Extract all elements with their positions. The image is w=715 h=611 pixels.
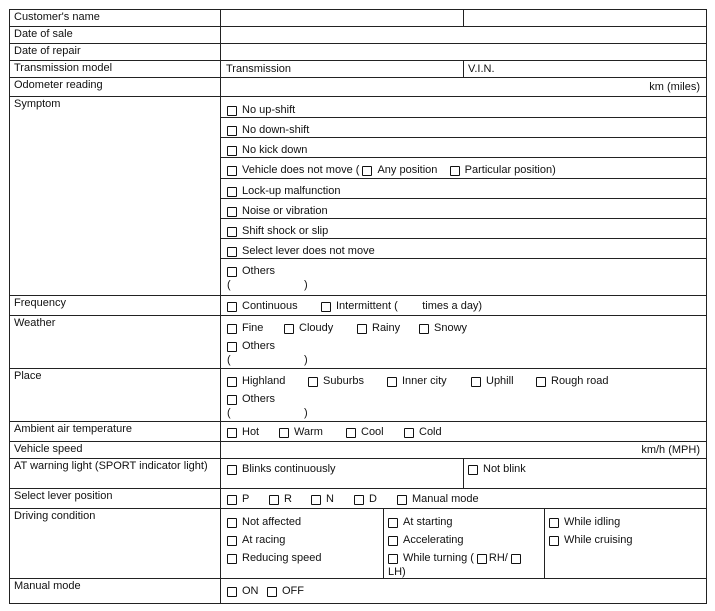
checkbox-icon[interactable]	[227, 166, 237, 176]
option-label: Not blink	[483, 463, 526, 475]
symptom-no-down-shift[interactable]	[227, 124, 309, 137]
divider	[221, 218, 706, 219]
symptom-select-lever[interactable]	[227, 245, 375, 258]
checkbox-icon[interactable]	[227, 302, 237, 312]
checkbox-icon[interactable]	[227, 395, 237, 405]
checkbox-icon[interactable]	[227, 495, 237, 505]
checkbox-icon[interactable]	[227, 587, 237, 597]
place-options	[221, 369, 706, 421]
odometer-label: Odometer reading	[10, 78, 221, 96]
vehicle-speed-label: Vehicle speed	[10, 442, 221, 458]
checkbox-icon[interactable]	[311, 495, 321, 505]
option-label: R	[284, 493, 292, 505]
checkbox-icon[interactable]	[419, 324, 429, 334]
at-warning-light-options	[221, 459, 706, 488]
option-label: Inner city	[402, 375, 447, 387]
driving-accelerating[interactable]	[388, 534, 464, 547]
option-label: Reducing speed	[242, 552, 322, 564]
divider	[544, 509, 545, 578]
speed-unit: km/h (MPH)	[641, 444, 700, 456]
row-select-lever	[10, 489, 706, 509]
checkbox-icon[interactable]	[227, 377, 237, 387]
weather-rainy[interactable]	[357, 322, 400, 335]
lever-p[interactable]	[227, 493, 249, 506]
option-label: RH/	[488, 552, 508, 564]
date-of-repair-label: Date of repair	[10, 44, 221, 60]
diagnostic-worksheet	[9, 9, 707, 604]
driving-not-affected[interactable]	[227, 516, 301, 529]
weather-fine[interactable]	[227, 322, 263, 335]
place-inner-city[interactable]	[387, 375, 447, 388]
divider	[221, 198, 706, 199]
manual-on[interactable]	[227, 585, 259, 598]
option-label: Fine	[242, 322, 264, 334]
place-others[interactable]	[227, 393, 275, 406]
checkbox-icon[interactable]	[321, 302, 331, 312]
checkbox-icon[interactable]	[227, 267, 237, 277]
ambient-temp-label: Ambient air temperature	[10, 422, 221, 441]
option-label: Not affected	[242, 516, 302, 528]
option-label: Particular position)	[464, 164, 556, 176]
option-label: P	[242, 493, 250, 505]
checkbox-icon[interactable]	[397, 495, 407, 505]
place-uphill[interactable]	[471, 375, 514, 388]
warning-blinks-continuously[interactable]	[227, 463, 336, 476]
temp-cold[interactable]	[404, 426, 442, 439]
option-label: Rainy	[372, 322, 401, 334]
row-driving-condition	[10, 509, 706, 579]
option-label: Uphill	[486, 375, 514, 387]
ambient-temp-options	[221, 422, 706, 441]
date-of-sale-label: Date of sale	[10, 27, 221, 43]
option-label: Lock-up malfunction	[242, 185, 341, 197]
option-label: ON	[242, 585, 259, 597]
checkbox-icon[interactable]	[227, 207, 237, 217]
driving-at-racing[interactable]	[227, 534, 285, 547]
option-label: At starting	[403, 516, 453, 528]
option-label: Others	[242, 340, 276, 352]
row-manual-mode	[10, 579, 706, 604]
symptom-shift-shock[interactable]	[227, 225, 328, 238]
place-highland[interactable]	[227, 375, 285, 388]
option-label: No down-shift	[242, 124, 310, 136]
divider	[383, 509, 384, 578]
driving-reducing-speed[interactable]	[227, 552, 322, 565]
option-label: Accelerating	[403, 534, 464, 546]
checkbox-icon[interactable]	[227, 187, 237, 197]
checkbox-icon[interactable]	[227, 518, 237, 528]
checkbox-icon[interactable]	[404, 428, 414, 438]
option-label: Cloudy	[299, 322, 334, 334]
checkbox-icon[interactable]	[227, 428, 237, 438]
row-date-of-repair	[10, 44, 706, 61]
divider	[463, 10, 464, 26]
option-label: Hot	[242, 426, 260, 438]
temp-cool[interactable]	[346, 426, 384, 439]
lever-d[interactable]	[354, 493, 377, 506]
frequency-intermittent[interactable]	[321, 300, 482, 313]
option-label: No up-shift	[242, 104, 296, 116]
option-label: Snowy	[434, 322, 468, 334]
checkbox-icon[interactable]	[284, 324, 294, 334]
odometer-field[interactable]	[221, 78, 706, 96]
transmission-label: Transmission	[226, 63, 291, 75]
place-label: Place	[10, 369, 221, 421]
checkbox-rh-icon[interactable]	[477, 554, 487, 564]
divider	[221, 178, 706, 179]
option-label: No kick down	[242, 144, 308, 156]
symptom-no-kick-down[interactable]	[227, 144, 307, 157]
option-label: Manual mode	[412, 493, 479, 505]
row-customer-name	[10, 10, 706, 27]
customer-name-field[interactable]	[221, 10, 706, 26]
temp-hot[interactable]	[227, 426, 259, 439]
checkbox-icon[interactable]	[227, 126, 237, 136]
select-lever-label: Select lever position	[10, 489, 221, 508]
lever-manual-mode[interactable]	[397, 493, 479, 506]
manual-mode-options	[221, 579, 706, 604]
option-label: Noise or vibration	[242, 205, 328, 217]
checkbox-icon[interactable]	[227, 324, 237, 334]
divider	[463, 61, 464, 77]
checkbox-icon[interactable]	[227, 536, 237, 546]
temp-warm[interactable]	[279, 426, 323, 439]
weather-others-blank[interactable]: ( )	[227, 354, 308, 366]
option-label: Cold	[419, 426, 442, 438]
checkbox-icon[interactable]	[227, 554, 237, 564]
checkbox-icon[interactable]	[269, 495, 279, 505]
lever-r[interactable]	[269, 493, 292, 506]
lever-n[interactable]	[311, 493, 334, 506]
date-of-repair-field[interactable]	[221, 44, 706, 60]
option-label: Highland	[242, 375, 286, 387]
frequency-label: Frequency	[10, 296, 221, 315]
manual-mode-label: Manual mode	[10, 579, 221, 604]
checkbox-icon[interactable]	[227, 146, 237, 156]
option-label: Any position	[377, 164, 438, 176]
driving-while-idling[interactable]	[549, 516, 620, 529]
symptom-others[interactable]	[227, 265, 275, 278]
option-label: While turning (	[403, 552, 474, 564]
checkbox-icon[interactable]	[227, 465, 237, 475]
symptom-label: Symptom	[10, 97, 221, 295]
divider	[221, 258, 706, 259]
row-date-of-sale	[10, 27, 706, 44]
frequency-continuous[interactable]	[227, 300, 298, 313]
row-weather	[10, 316, 706, 369]
option-label: Intermittent ( times a day)	[336, 300, 483, 312]
checkbox-icon[interactable]	[549, 536, 559, 546]
divider	[221, 117, 706, 118]
driving-at-starting[interactable]	[388, 516, 453, 529]
divider	[221, 238, 706, 239]
option-label: While idling	[564, 516, 621, 528]
symptom-noise-vibration[interactable]	[227, 205, 328, 218]
checkbox-lh-icon[interactable]	[511, 554, 521, 564]
weather-others[interactable]	[227, 340, 275, 353]
checkbox-icon[interactable]	[387, 377, 397, 387]
place-rough-road[interactable]	[536, 375, 609, 388]
while-turning-lh: LH)	[388, 566, 406, 578]
symptom-no-up-shift[interactable]	[227, 104, 295, 117]
checkbox-particular-position-icon[interactable]	[450, 166, 460, 176]
option-label: Cool	[361, 426, 384, 438]
symptom-lockup-malfunction[interactable]	[227, 185, 340, 198]
option-label: Others	[242, 265, 276, 277]
checkbox-icon[interactable]	[227, 227, 237, 237]
place-suburbs[interactable]	[308, 375, 364, 388]
option-label: OFF	[282, 585, 304, 597]
checkbox-icon[interactable]	[357, 324, 367, 334]
warning-not-blink[interactable]	[468, 463, 526, 476]
row-symptom	[10, 97, 706, 296]
option-label: N	[326, 493, 334, 505]
option-label: Warm	[294, 426, 323, 438]
driving-while-turning[interactable]	[388, 552, 523, 565]
select-lever-options	[221, 489, 706, 508]
row-place	[10, 369, 706, 422]
checkbox-icon[interactable]	[388, 536, 398, 546]
row-at-warning-light	[10, 459, 706, 489]
option-label: Continuous	[242, 300, 298, 312]
row-transmission-model	[10, 61, 706, 78]
symptom-options	[221, 97, 706, 295]
row-ambient-temp	[10, 422, 706, 442]
checkbox-icon[interactable]	[346, 428, 356, 438]
checkbox-icon[interactable]	[536, 377, 546, 387]
weather-options	[221, 316, 706, 368]
option-label: Vehicle does not move (	[242, 164, 360, 176]
checkbox-icon[interactable]	[227, 106, 237, 116]
option-label: Others	[242, 393, 276, 405]
place-others-blank[interactable]: ( )	[227, 407, 308, 419]
row-frequency	[10, 296, 706, 316]
vin-label: V.I.N.	[468, 63, 495, 75]
weather-snowy[interactable]	[419, 322, 467, 335]
driving-condition-options	[221, 509, 706, 578]
checkbox-icon[interactable]	[549, 518, 559, 528]
others-blank[interactable]: ( )	[227, 279, 308, 291]
checkbox-icon[interactable]	[227, 247, 237, 257]
checkbox-icon[interactable]	[267, 587, 277, 597]
divider	[221, 157, 706, 158]
option-label: At racing	[242, 534, 286, 546]
row-odometer	[10, 78, 706, 97]
transmission-model-field[interactable]	[221, 61, 706, 77]
customer-name-label: Customer's name	[10, 10, 221, 26]
option-label: Suburbs	[323, 375, 364, 387]
driving-while-cruising[interactable]	[549, 534, 632, 547]
row-vehicle-speed	[10, 442, 706, 459]
divider	[463, 459, 464, 488]
divider	[221, 137, 706, 138]
vehicle-speed-field[interactable]	[221, 442, 706, 458]
checkbox-icon[interactable]	[388, 518, 398, 528]
checkbox-icon[interactable]	[227, 342, 237, 352]
checkbox-icon[interactable]	[354, 495, 364, 505]
transmission-model-label: Transmission model	[10, 61, 221, 77]
driving-condition-label: Driving condition	[10, 509, 221, 578]
symptom-vehicle-does-not-move[interactable]	[227, 164, 556, 177]
checkbox-any-position-icon[interactable]	[362, 166, 372, 176]
weather-cloudy[interactable]	[284, 322, 333, 335]
option-label: Rough road	[551, 375, 609, 387]
option-label: D	[369, 493, 377, 505]
date-of-sale-field[interactable]	[221, 27, 706, 43]
weather-label: Weather	[10, 316, 221, 368]
option-label: Blinks continuously	[242, 463, 336, 475]
checkbox-icon[interactable]	[468, 465, 478, 475]
option-label: While cruising	[564, 534, 633, 546]
frequency-options	[221, 296, 706, 315]
checkbox-icon[interactable]	[471, 377, 481, 387]
option-label: Select lever does not move	[242, 245, 375, 257]
option-label: Shift shock or slip	[242, 225, 329, 237]
manual-off[interactable]	[267, 585, 304, 598]
at-warning-light-label: AT warning light (SPORT indicator light)	[10, 459, 221, 488]
checkbox-icon[interactable]	[388, 554, 398, 564]
checkbox-icon[interactable]	[308, 377, 318, 387]
checkbox-icon[interactable]	[279, 428, 289, 438]
odometer-unit: km (miles)	[649, 81, 700, 93]
